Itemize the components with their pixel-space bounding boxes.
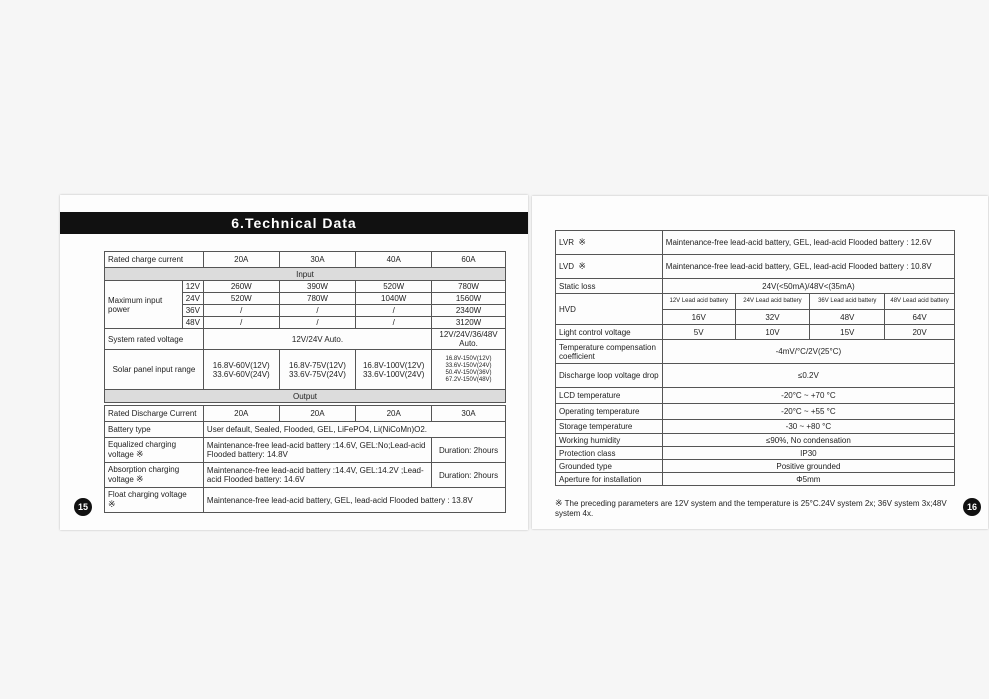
system-rated-voltage-label: System rated voltage — [105, 329, 204, 350]
value-cell: 32V — [735, 310, 810, 325]
value-cell: 390W — [279, 281, 356, 293]
value-cell: / — [203, 305, 279, 317]
input-section-header: Input — [105, 268, 506, 281]
lcd-temperature-label: LCD temperature — [556, 388, 663, 404]
value-cell: 20A — [203, 252, 279, 268]
value-cell: 16.8V-100V(12V) 33.6V-100V(24V) — [356, 350, 432, 390]
value-cell: 260W — [203, 281, 279, 293]
absorption-charging-label — [105, 463, 204, 488]
static-loss-label: Static loss — [556, 279, 663, 294]
operating-temperature-value: -20°C ~ +55 °C — [662, 404, 954, 420]
value-cell: 1040W — [356, 293, 432, 305]
value-cell: / — [356, 317, 432, 329]
value-cell: 48V — [810, 310, 885, 325]
lcd-temperature-value: -20°C ~ +70 °C — [662, 388, 954, 404]
label-text: Float charging voltage — [108, 490, 187, 499]
max-input-power-label: Maximum input power — [105, 281, 183, 329]
value-cell: 780W — [279, 293, 356, 305]
protection-class-value: IP30 — [662, 447, 954, 460]
hvd-header: 36V Lead acid battery — [810, 294, 885, 310]
value-cell: 16V — [662, 310, 735, 325]
output-section-header: Output — [105, 390, 506, 403]
equalized-charging-label — [105, 438, 204, 463]
battery-type-label: Battery type — [105, 422, 204, 438]
asterisk-mark-icon: ※ — [555, 498, 563, 508]
value-cell: 30A — [279, 252, 356, 268]
asterisk-mark-icon: ※ — [578, 237, 586, 247]
value-cell: 2340W — [432, 305, 506, 317]
left-page — [60, 195, 528, 530]
solar-panel-input-range-label: Solar panel input range — [105, 350, 204, 390]
hvd-header: 24V Lead acid battery — [735, 294, 810, 310]
discharge-loop-drop-label: Discharge loop voltage drop — [556, 364, 663, 388]
storage-temperature-value: -30 ~ +80 °C — [662, 420, 954, 434]
page-number-badge: 15 — [74, 498, 92, 516]
storage-temperature-label: Storage temperature — [556, 420, 663, 434]
lvd-value: Maintenance-free lead-acid battery, GEL, lead-acid Flooded battery : 10.8V — [662, 255, 954, 279]
value-cell: 16.8V-75V(12V) 33.6V-75V(24V) — [279, 350, 356, 390]
equalized-duration: Duration: 2hours — [432, 438, 506, 463]
working-humidity-label: Working humidity — [556, 434, 663, 447]
value-cell: 520W — [203, 293, 279, 305]
value-cell: 1560W — [432, 293, 506, 305]
solar-range-60a — [432, 350, 506, 390]
asterisk-mark-icon: ※ — [108, 499, 116, 509]
lvd-label — [556, 255, 663, 279]
voltage-cell: 12V — [182, 281, 203, 293]
value-cell: 20A — [356, 406, 432, 422]
value-cell: 10V — [735, 325, 810, 340]
working-humidity-value: ≤90%, No condensation — [662, 434, 954, 447]
value-cell: 5V — [662, 325, 735, 340]
rated-charge-current-label: Rated charge current — [105, 252, 204, 268]
value-cell: 30A — [432, 406, 506, 422]
value-cell: 64V — [885, 310, 955, 325]
value-cell: / — [279, 317, 356, 329]
lvr-label — [556, 231, 663, 255]
static-loss-value: 24V(<50mA)/48V<(35mA) — [662, 279, 954, 294]
value-cell: 16.8V-60V(12V) 33.6V-60V(24V) — [203, 350, 279, 390]
value-cell: / — [279, 305, 356, 317]
protection-class-label: Protection class — [556, 447, 663, 460]
hvd-header: 12V Lead acid battery — [662, 294, 735, 310]
technical-data-table-right — [555, 230, 955, 486]
value-cell: 520W — [356, 281, 432, 293]
range-line: 50.4V-150V(36V) — [445, 369, 492, 376]
title-bar — [60, 212, 528, 234]
absorption-duration: Duration: 2hours — [432, 463, 506, 488]
right-page — [532, 196, 988, 529]
value-cell: 20A — [279, 406, 356, 422]
value-cell: 780W — [432, 281, 506, 293]
value-cell: 40A — [356, 252, 432, 268]
grounded-type-value: Positive grounded — [662, 460, 954, 473]
label-text: LVR — [559, 238, 574, 247]
voltage-cell: 36V — [182, 305, 203, 317]
page-number-badge: 16 — [963, 498, 981, 516]
equalized-charging-value: Maintenance-free lead-acid battery :14.6V, GEL:No;Lead-acid Flooded battery: 14.8V — [203, 438, 431, 463]
voltage-cell: 24V — [182, 293, 203, 305]
range-line: 33.6V-150V(24V) — [445, 362, 492, 369]
footnote-text: The preceding parameters are 12V system and the temperature is 25°C.24V system 2x; 36V system 3x;48V system 4x. — [555, 499, 947, 518]
absorption-charging-value: Maintenance-free lead-acid battery :14.4V, GEL:14.2V ;Lead-acid Flooded battery: 14.6V — [203, 463, 431, 488]
label-text: Equalized charging voltage — [108, 440, 177, 459]
battery-type-value: User default, Sealed, Flooded, GEL, LiFePO4, Li(NiCoMn)O2. — [203, 422, 505, 438]
rated-discharge-current-label: Rated Discharge Current — [105, 406, 204, 422]
lvr-value: Maintenance-free lead-acid battery, GEL, lead-acid Flooded battery : 12.6V — [662, 231, 954, 255]
page-title: 6.Technical Data — [231, 215, 357, 231]
float-charging-value: Maintenance-free lead-acid battery, GEL, lead-acid Flooded battery : 13.8V — [203, 488, 505, 513]
aperture-label: Aperture for installation — [556, 473, 663, 486]
asterisk-mark-icon: ※ — [136, 449, 144, 459]
value-cell: / — [203, 317, 279, 329]
value-cell: / — [356, 305, 432, 317]
value-cell: 20A — [203, 406, 279, 422]
system-rated-voltage-value: 12V/24V Auto. — [203, 329, 431, 350]
range-line: 16.8V-150V(12V) — [445, 355, 492, 362]
voltage-cell: 48V — [182, 317, 203, 329]
technical-data-table-left — [104, 251, 506, 513]
asterisk-mark-icon: ※ — [136, 474, 144, 484]
footnote — [555, 498, 955, 519]
temp-compensation-label: Temperature compensation coefficient — [556, 340, 663, 364]
asterisk-mark-icon: ※ — [578, 261, 586, 271]
hvd-label: HVD — [556, 294, 663, 325]
hvd-header: 48V Lead acid battery — [885, 294, 955, 310]
system-rated-voltage-60a: 12V/24V/36/48V Auto. — [432, 329, 506, 350]
discharge-loop-drop-value: ≤0.2V — [662, 364, 954, 388]
value-cell: 60A — [432, 252, 506, 268]
label-text: Absorption charging voltage — [108, 465, 180, 484]
value-cell: 20V — [885, 325, 955, 340]
operating-temperature-label: Operating temperature — [556, 404, 663, 420]
label-text: LVD — [559, 262, 574, 271]
float-charging-label — [105, 488, 204, 513]
value-cell: 3120W — [432, 317, 506, 329]
grounded-type-label: Grounded type — [556, 460, 663, 473]
light-control-voltage-label: Light control voltage — [556, 325, 663, 340]
range-line: 67.2V-150V(48V) — [445, 376, 492, 383]
value-cell: 15V — [810, 325, 885, 340]
aperture-value: Φ5mm — [662, 473, 954, 486]
temp-compensation-value: -4mV/°C/2V(25°C) — [662, 340, 954, 364]
